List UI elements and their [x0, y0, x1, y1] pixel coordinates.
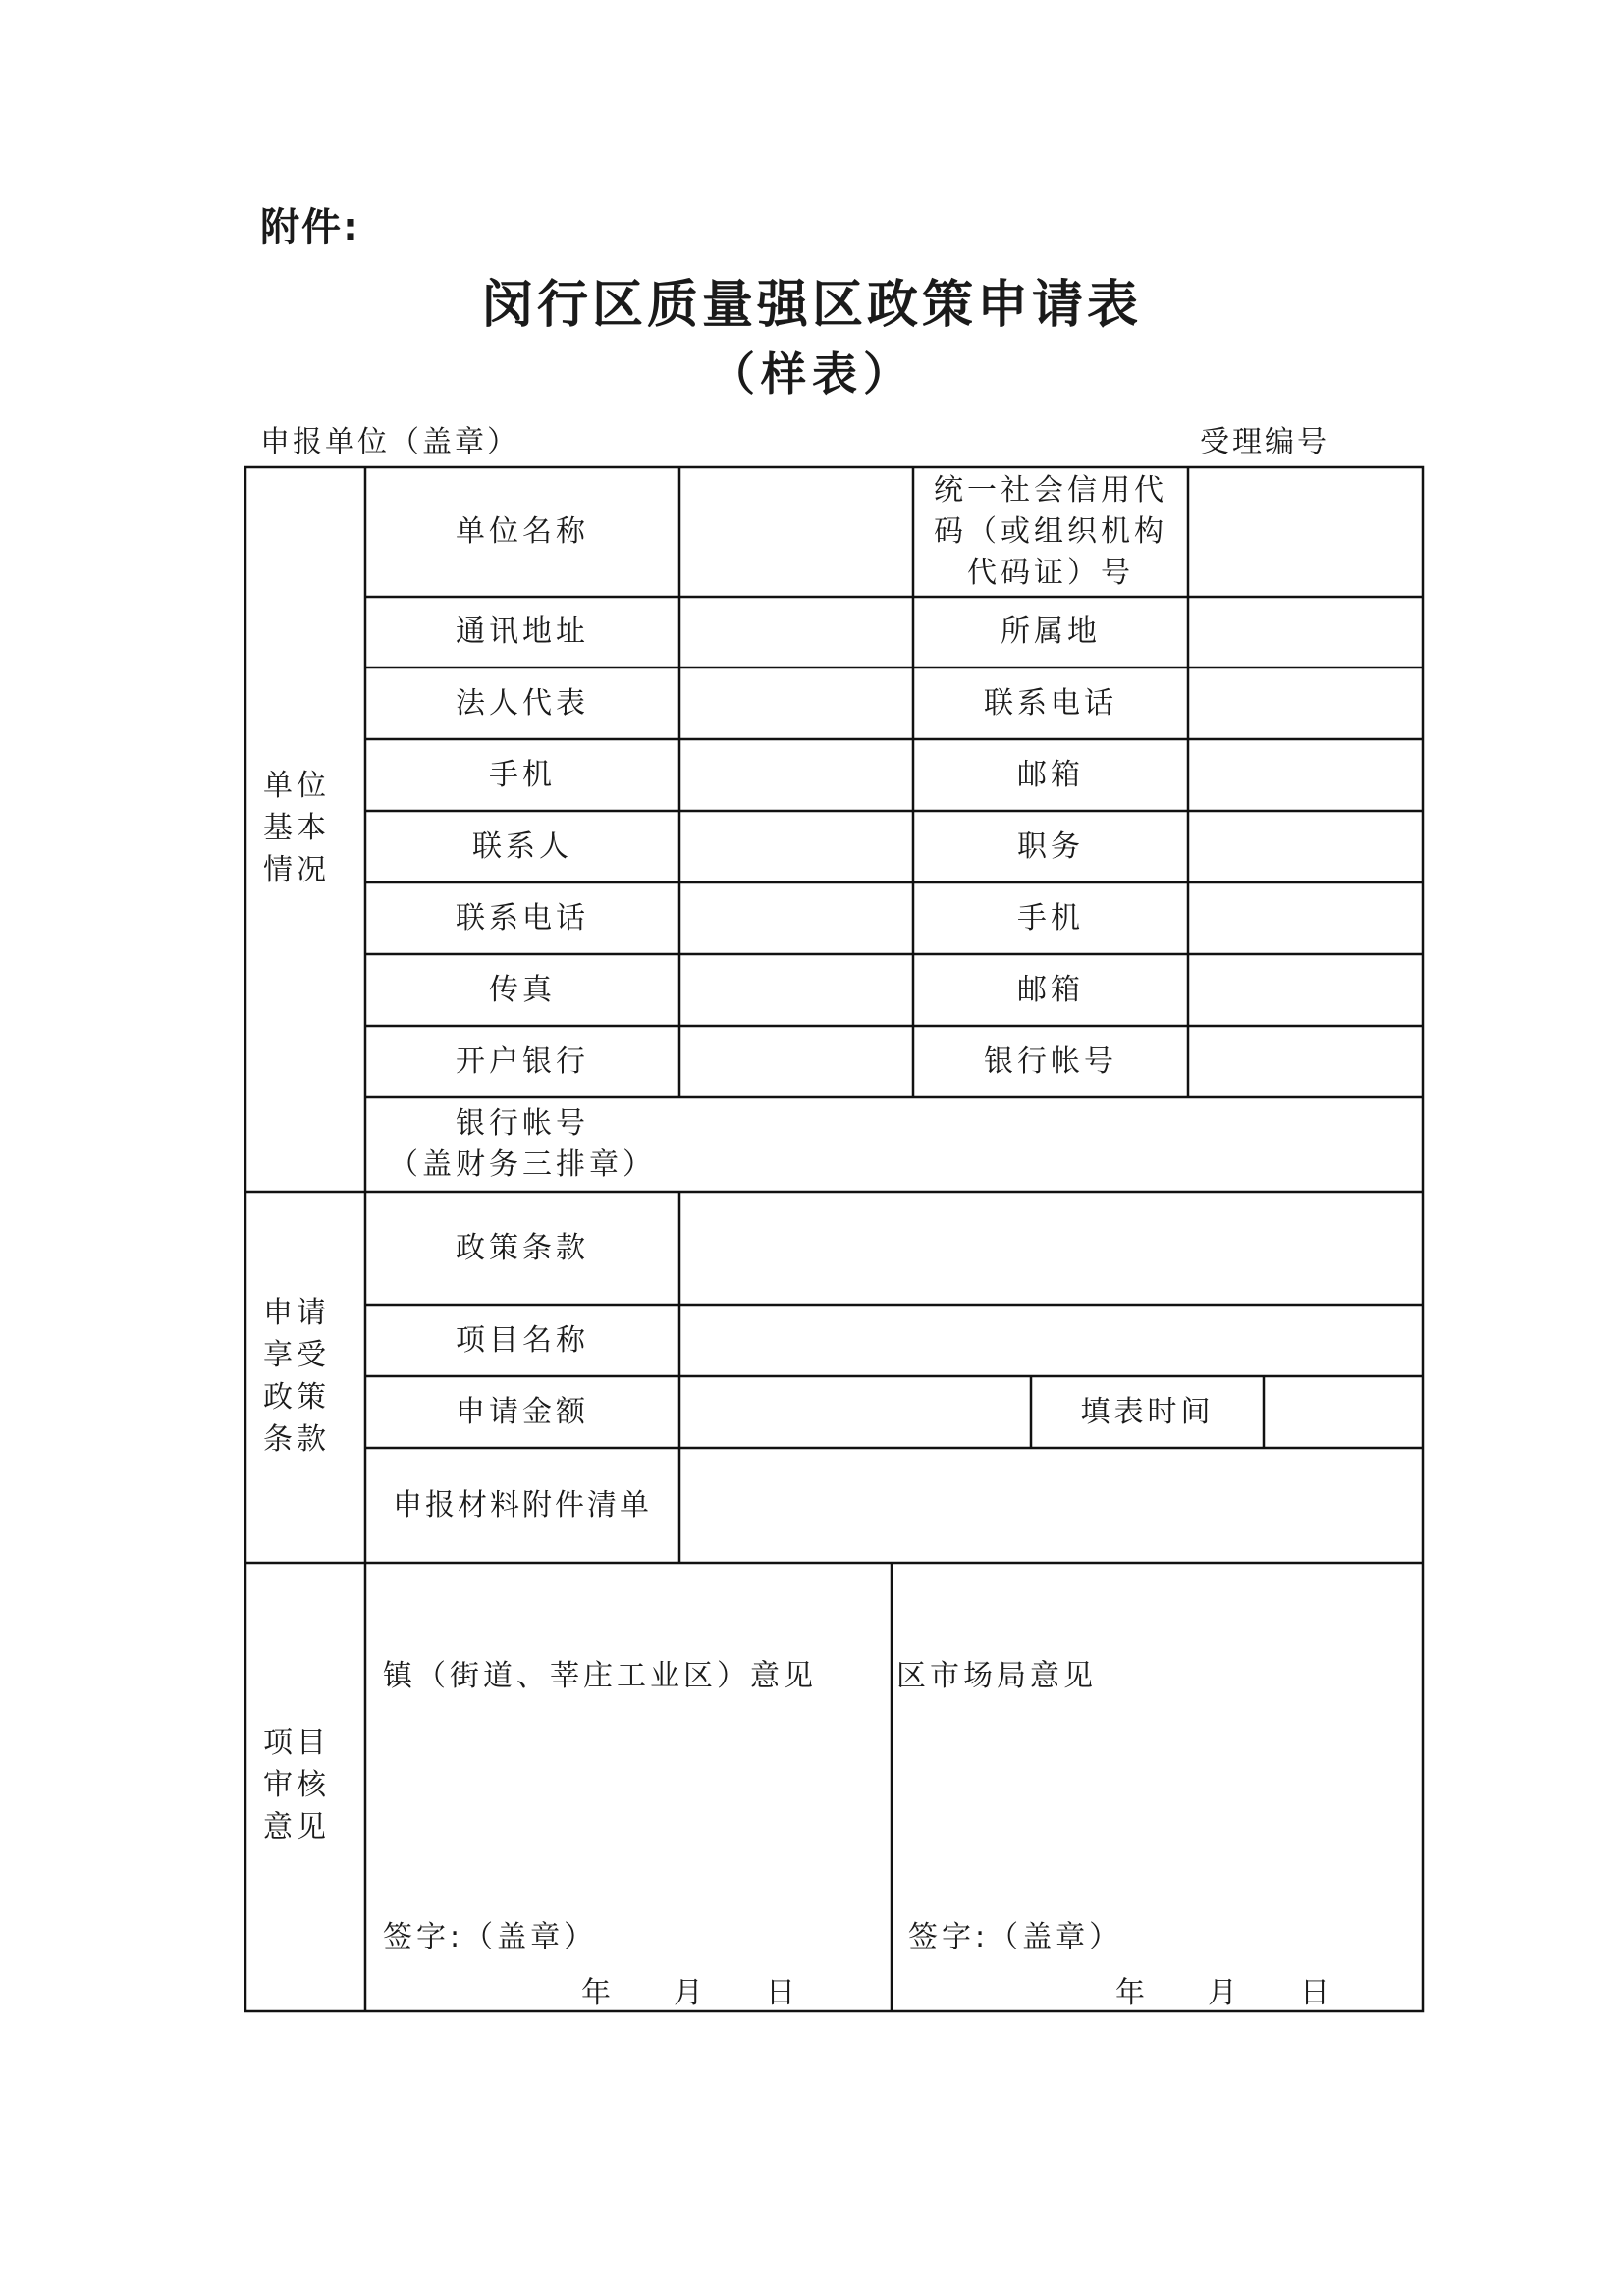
locality-label: 所属地 — [1001, 614, 1101, 649]
market-opinion-label: 区市场局意见 — [896, 1659, 1097, 1693]
email-label: 邮箱 — [1017, 757, 1084, 792]
fax-field[interactable] — [679, 954, 913, 1026]
page-subtitle: （样表） — [710, 347, 914, 400]
email-field[interactable] — [1188, 739, 1423, 811]
bank-label: 开户银行 — [456, 1043, 589, 1079]
contact-field[interactable] — [679, 811, 913, 882]
position-label: 职务 — [1017, 828, 1084, 864]
project-name-label: 项目名称 — [456, 1322, 589, 1358]
amount-field[interactable] — [679, 1376, 1031, 1448]
market-date — [1115, 1968, 1333, 2011]
position-field[interactable] — [1188, 811, 1423, 882]
town-day-label: 日 — [766, 1976, 799, 2010]
locality-field[interactable] — [1188, 597, 1423, 667]
contact-mobile-field[interactable] — [1188, 882, 1423, 954]
bank-field[interactable] — [679, 1026, 913, 1097]
market-sign-label: 签字:（盖章） — [908, 1920, 1123, 1954]
applicant-unit-label: 申报单位（盖章） — [260, 425, 519, 459]
town-opinion-label: 镇（街道、莘庄工业区）意见 — [383, 1659, 817, 1693]
mobile-label: 手机 — [489, 757, 556, 792]
policy-clause-label: 政策条款 — [456, 1230, 589, 1265]
account-label: 银行帐号 — [984, 1043, 1117, 1079]
fill-time-field[interactable] — [1264, 1376, 1423, 1448]
section-basic-info: 单位 基本 情况 — [263, 769, 330, 887]
account-field[interactable] — [1188, 1026, 1423, 1097]
unit-name-field[interactable] — [679, 467, 913, 597]
credit-code-field[interactable] — [1188, 467, 1423, 597]
contact-label: 联系人 — [472, 828, 572, 864]
address-field[interactable] — [679, 597, 913, 667]
phone-label: 联系电话 — [984, 685, 1117, 721]
section-policy-clause: 申请 享受 政策 条款 — [263, 1296, 330, 1457]
contact-mobile-label: 手机 — [1017, 900, 1084, 935]
attachment-label: 附件: — [260, 205, 360, 250]
mobile-field[interactable] — [679, 739, 913, 811]
amount-label: 申请金额 — [456, 1394, 589, 1429]
credit-code-label: 统一社会信用代 码（或组织机构 代码证）号 — [934, 473, 1167, 590]
contact-phone-field[interactable] — [679, 882, 913, 954]
receipt-number-label: 受理编号 — [1200, 425, 1329, 459]
account-stamp-label: 银行帐号 （盖财务三排章） — [389, 1106, 656, 1182]
unit-name-label: 单位名称 — [456, 514, 589, 549]
town-year-label: 年 — [581, 1976, 615, 2010]
policy-clause-field[interactable] — [679, 1192, 1423, 1305]
market-year-label: 年 — [1115, 1976, 1149, 2010]
attachments-label: 申报材料附件清单 — [393, 1487, 652, 1522]
market-day-label: 日 — [1300, 1976, 1333, 2010]
contact-phone-label: 联系电话 — [456, 900, 589, 935]
town-month-label: 月 — [674, 1976, 707, 2010]
page-title: 闵行区质量强区政策申请表 — [481, 275, 1142, 335]
section-project-review: 项目 审核 意见 — [263, 1726, 330, 1844]
legal-rep-label: 法人代表 — [456, 685, 589, 721]
account-stamp-field[interactable] — [679, 1097, 1423, 1192]
market-month-label: 月 — [1208, 1976, 1241, 2010]
legal-rep-field[interactable] — [679, 667, 913, 739]
project-name-field[interactable] — [679, 1305, 1423, 1376]
attachments-field[interactable] — [679, 1448, 1423, 1563]
town-date — [581, 1968, 799, 2011]
fax-label: 传真 — [489, 972, 556, 1007]
contact-email-field[interactable] — [1188, 954, 1423, 1026]
phone-field[interactable] — [1188, 667, 1423, 739]
fill-time-label: 填表时间 — [1080, 1394, 1215, 1429]
town-sign-label: 签字:（盖章） — [383, 1920, 598, 1954]
contact-email-label: 邮箱 — [1017, 972, 1084, 1007]
address-label: 通讯地址 — [456, 614, 589, 649]
